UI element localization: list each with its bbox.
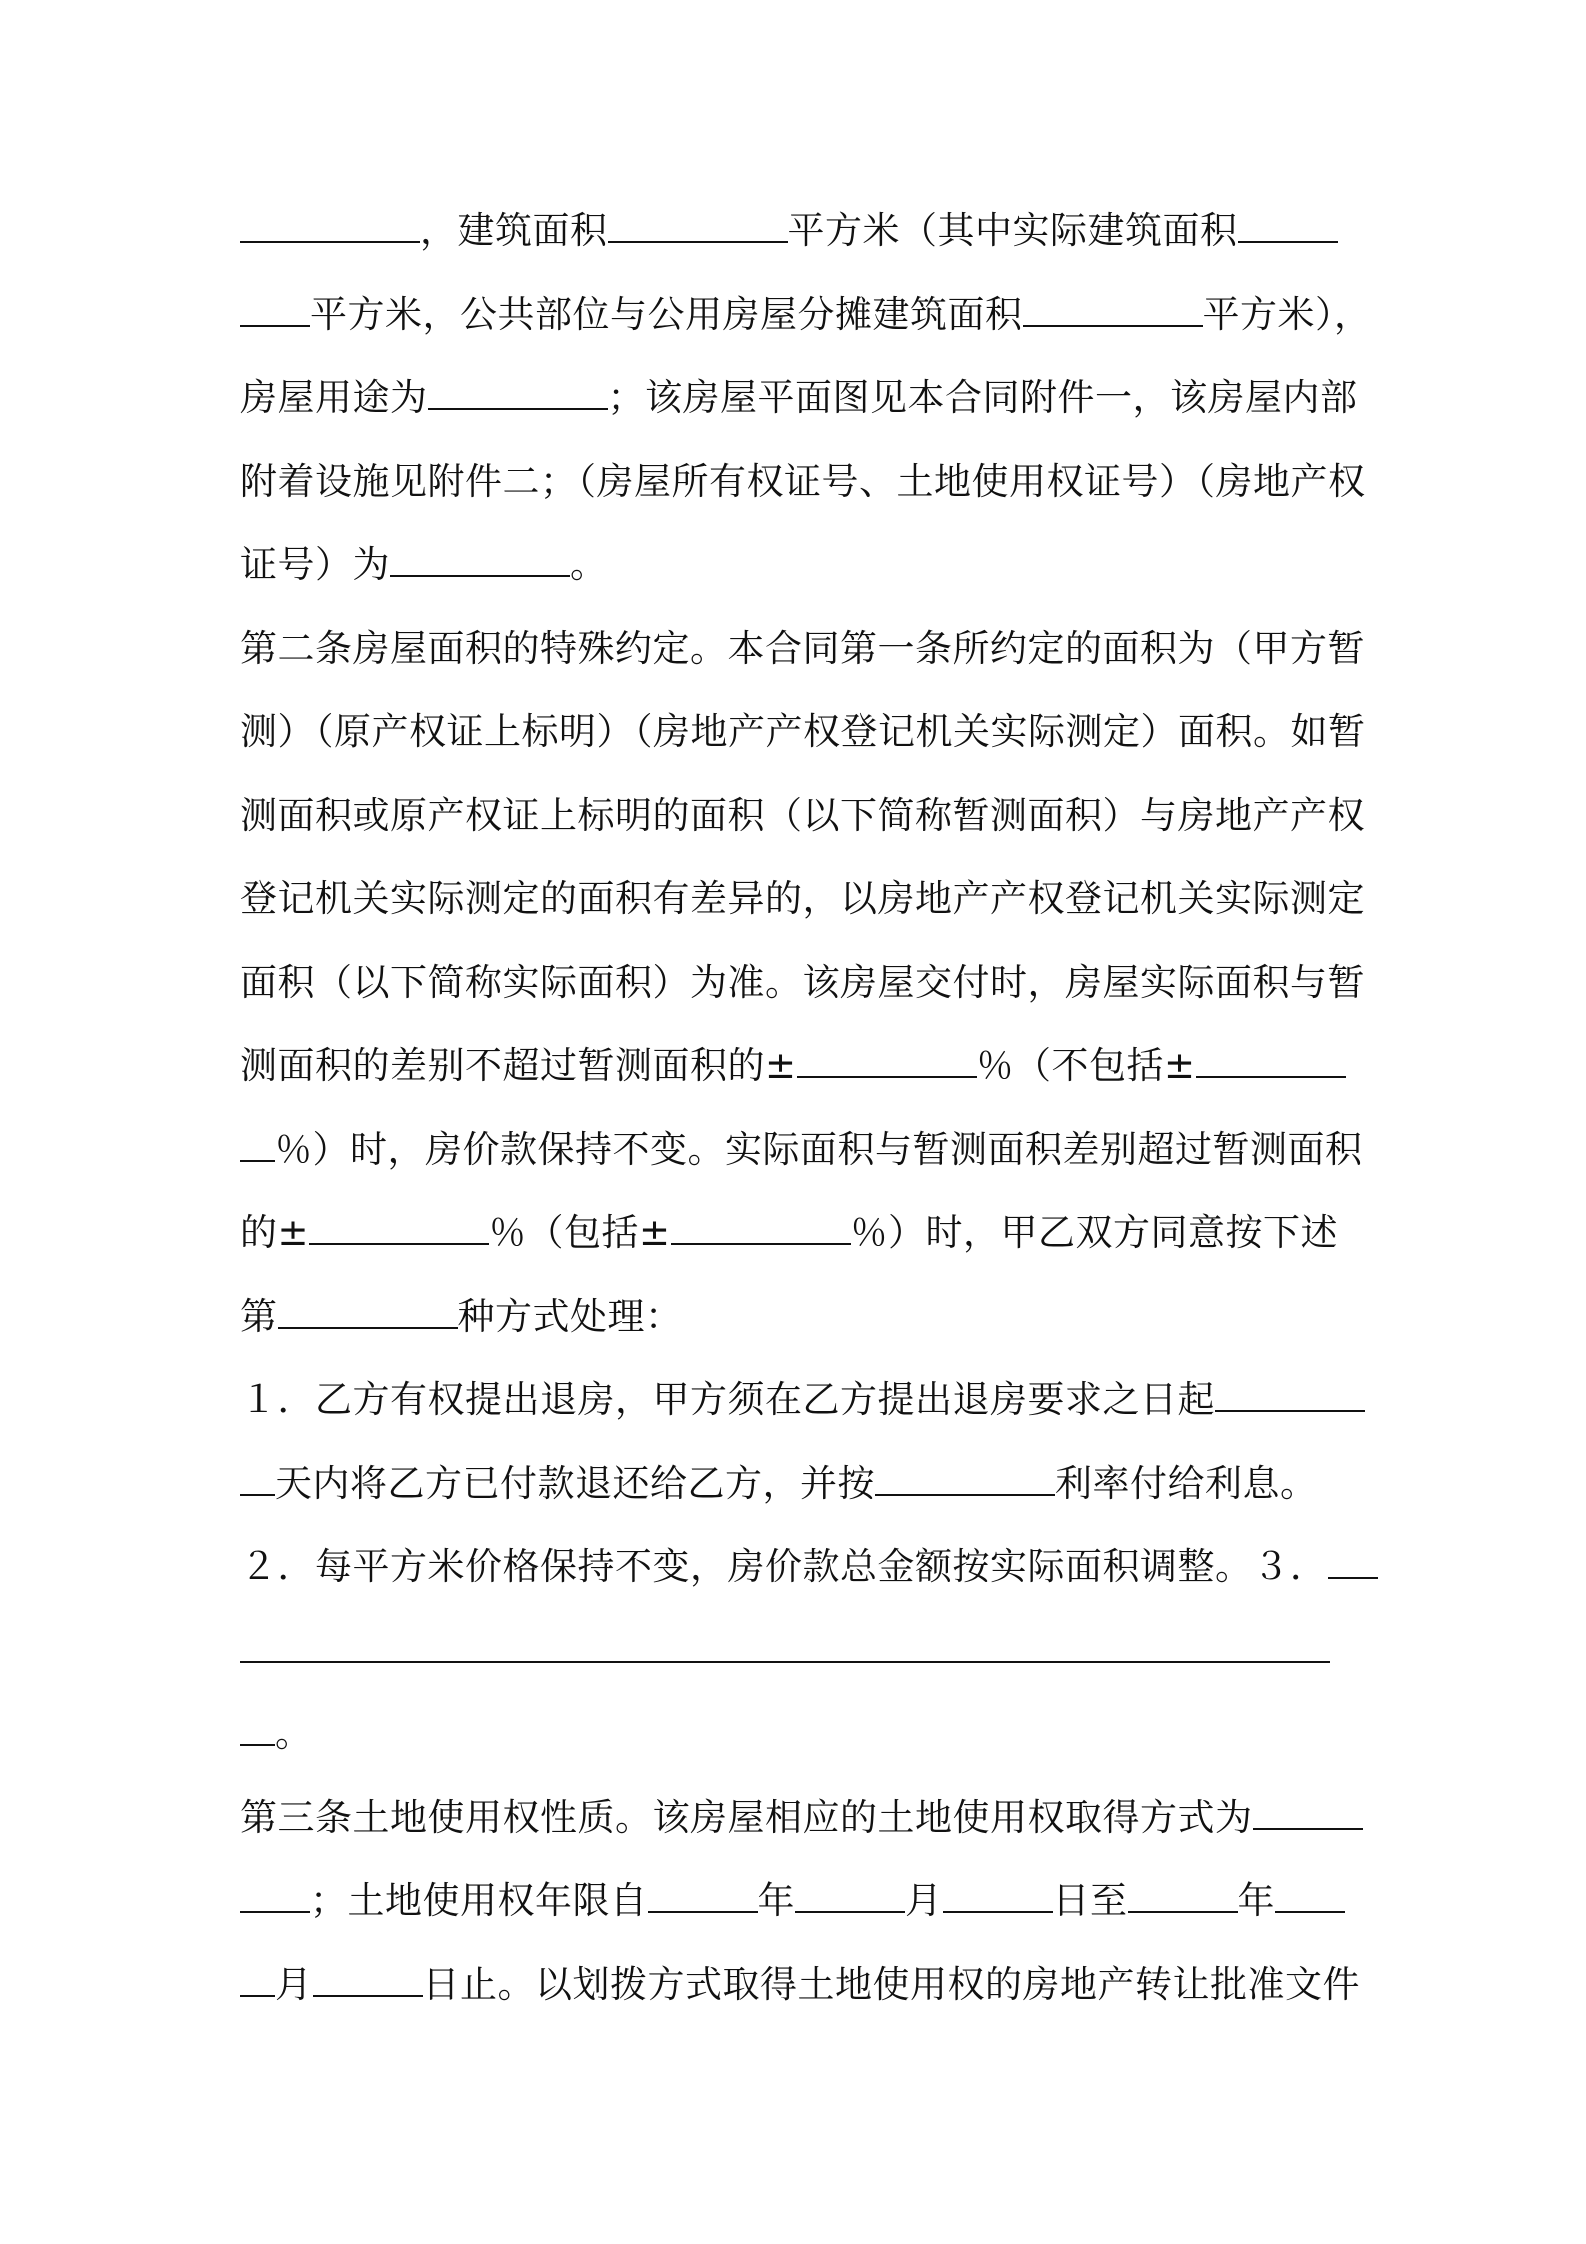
text-run: １．乙方有权提出退房，甲方须在乙方提出退房要求之日起 bbox=[240, 1378, 1215, 1421]
text-run: ，建筑面积 bbox=[420, 209, 608, 252]
fill-in-blank bbox=[309, 1209, 489, 1245]
fill-in-blank bbox=[608, 207, 788, 243]
text-run: ％（不包括± bbox=[976, 1044, 1196, 1087]
text-run: ％（包括± bbox=[489, 1211, 671, 1254]
fill-in-blank bbox=[240, 1627, 1330, 1663]
fill-in-blank bbox=[671, 1209, 851, 1245]
text-run: 平方米（其中实际建筑面积 bbox=[787, 209, 1238, 252]
text-line bbox=[240, 1708, 313, 1760]
article-three-heading-line bbox=[240, 1792, 1363, 1844]
text-run: ％）时，房价款保持不变。实际面积与暂测面积差别超过暂测面积 bbox=[275, 1128, 1363, 1171]
text-run: ％）时，甲乙双方同意按下述 bbox=[850, 1211, 1339, 1254]
text-line bbox=[240, 289, 1372, 341]
option-two-line bbox=[240, 1541, 1378, 1593]
text-line bbox=[240, 372, 1358, 424]
text-run: 的± bbox=[240, 1211, 310, 1254]
fill-in-blank bbox=[278, 1293, 458, 1329]
fill-in-blank bbox=[240, 1126, 275, 1162]
fill-in-blank bbox=[648, 1877, 758, 1913]
text-run: 测面积的差别不超过暂测面积的± bbox=[240, 1044, 797, 1087]
text-run: 年 bbox=[757, 1879, 795, 1922]
text-run: 利率付给利息。 bbox=[1055, 1462, 1318, 1505]
fill-in-blank bbox=[1238, 207, 1338, 243]
fill-in-blank bbox=[390, 541, 570, 577]
fill-in-blank bbox=[1328, 1543, 1378, 1579]
text-run: ；土地使用权年限自 bbox=[310, 1879, 648, 1922]
fill-in-blank bbox=[1023, 291, 1203, 327]
text-run: 第 bbox=[240, 1295, 278, 1338]
text-line bbox=[240, 1458, 1318, 1510]
text-run: 月 bbox=[275, 1963, 313, 2006]
option-one-line bbox=[240, 1374, 1365, 1426]
text-line bbox=[240, 957, 1365, 1009]
fill-in-blank bbox=[313, 1961, 423, 1997]
text-line bbox=[240, 1040, 1346, 1092]
fill-in-blank bbox=[943, 1877, 1053, 1913]
fill-in-blank bbox=[1275, 1877, 1345, 1913]
text-run: 面积（以下简称实际面积）为准。该房屋交付时，房屋实际面积与暂 bbox=[240, 961, 1365, 1004]
fill-in-blank bbox=[1215, 1376, 1365, 1412]
text-line bbox=[240, 1124, 1363, 1176]
text-run: 年 bbox=[1237, 1879, 1275, 1922]
text-line bbox=[240, 1875, 1345, 1927]
fill-in-blank bbox=[428, 374, 608, 410]
fill-in-blank bbox=[240, 1460, 275, 1496]
fill-in-blank bbox=[240, 1961, 275, 1997]
text-line bbox=[240, 1207, 1338, 1259]
fill-in-blank bbox=[1196, 1042, 1346, 1078]
text-run: 种方式处理： bbox=[457, 1295, 683, 1338]
text-run: 房屋用途为 bbox=[240, 376, 428, 419]
text-line bbox=[240, 1291, 683, 1343]
text-run: 。 bbox=[275, 1712, 313, 1755]
text-run: 测）（原产权证上标明）（房地产产权登记机关实际测定）面积。如暂 bbox=[240, 710, 1366, 753]
text-line bbox=[240, 456, 1366, 508]
text-line bbox=[240, 873, 1365, 925]
text-run: 。 bbox=[570, 543, 608, 586]
text-run: 平方米，公共部位与公用房屋分摊建筑面积 bbox=[310, 293, 1023, 336]
text-run: 日止。以划拨方式取得土地使用权的房地产转让批准文件 bbox=[422, 1963, 1360, 2006]
text-run: 月 bbox=[905, 1879, 943, 1922]
text-run: 第三条土地使用权性质。该房屋相应的土地使用权取得方式为 bbox=[240, 1796, 1253, 1839]
text-run: 附着设施见附件二；（房屋所有权证号、土地使用权证号）（房地产权 bbox=[240, 460, 1366, 503]
text-run: 天内将乙方已付款退还给乙方，并按 bbox=[275, 1462, 875, 1505]
text-run: 平方米）， bbox=[1202, 293, 1372, 336]
text-run: 测面积或原产权证上标明的面积（以下简称暂测面积）与房地产产权 bbox=[240, 794, 1365, 837]
text-run: 第二条房屋面积的特殊约定。本合同第一条所约定的面积为（甲方暂 bbox=[240, 627, 1365, 670]
fill-in-blank bbox=[795, 1877, 905, 1913]
text-line bbox=[240, 539, 608, 591]
fill-in-blank bbox=[240, 1710, 275, 1746]
fill-in-blank bbox=[797, 1042, 977, 1078]
text-run: 证号）为 bbox=[240, 543, 390, 586]
fill-in-blank bbox=[240, 207, 420, 243]
fill-in-blank bbox=[1128, 1877, 1238, 1913]
fill-in-blank bbox=[240, 1877, 310, 1913]
fill-in-blank bbox=[240, 291, 310, 327]
text-run: ；该房屋平面图见本合同附件一，该房屋内部 bbox=[607, 376, 1358, 419]
blank-line bbox=[240, 1625, 1330, 1677]
text-run: 日至 bbox=[1052, 1879, 1128, 1922]
text-run: 登记机关实际测定的面积有差异的，以房地产产权登记机关实际测定 bbox=[240, 877, 1365, 920]
fill-in-blank bbox=[875, 1460, 1055, 1496]
text-run: ２．每平方米价格保持不变，房价款总金额按实际面积调整。３． bbox=[240, 1545, 1328, 1588]
text-line bbox=[240, 790, 1365, 842]
text-line bbox=[240, 205, 1338, 257]
text-line bbox=[240, 1959, 1360, 2011]
fill-in-blank bbox=[1253, 1794, 1363, 1830]
article-two-heading-line bbox=[240, 623, 1365, 675]
text-line bbox=[240, 706, 1366, 758]
